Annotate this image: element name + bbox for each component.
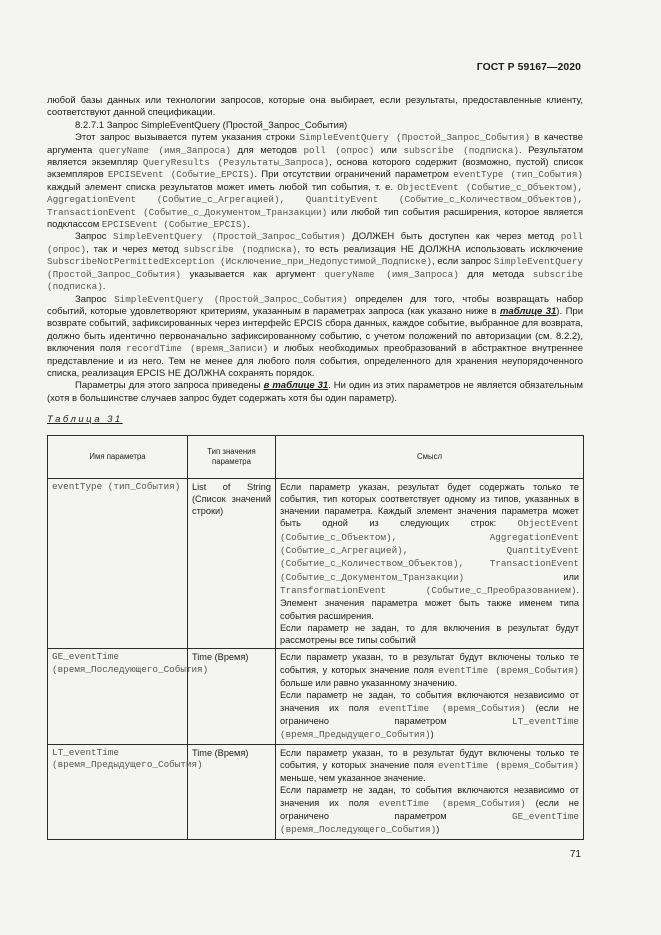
code-term: recordTime (время_Записи) — [126, 343, 269, 355]
code-term: EPCISEvent (Событие_EPCIS) — [101, 219, 247, 231]
param-name-cell: GE_eventTime (время_Последующего_События) — [48, 649, 188, 744]
param-name-cell: LT_eventTime (время_Предыдущего_События) — [48, 744, 188, 839]
text: Если параметр не задан, то для включения в результат будут рассмотрены все типы событий — [280, 622, 579, 646]
code-term: SimpleEventQuery (Простой_Запрос_События) — [114, 293, 348, 305]
code-term: subscribe (подписка) — [183, 243, 298, 255]
text: , основа которого содержит (возможно, пустой) список экземпляров — [47, 157, 583, 181]
code-term: ObjectEvent (Событие_с_Объектом), AggregationEvent (Событие_с_Агрегацией), QuantityEvent (Событие_с_Количеством_Объектов), TransactionEvent (Событие_с_Документом_Транзакции) — [280, 518, 579, 583]
paragraph-parameters — [47, 380, 583, 405]
table-row — [48, 649, 584, 744]
text: или — [374, 144, 404, 156]
text: . — [246, 219, 250, 231]
text: . — [102, 281, 106, 293]
text: для метода — [458, 268, 533, 280]
text: Параметры для этого запроса приведены — [75, 380, 264, 392]
code-term: SimpleEventQuery (Простой_Запрос_События) — [47, 256, 583, 280]
text: (если не ограничено параметром — [280, 702, 579, 726]
code-term: queryName (имя_Запроса) — [98, 144, 231, 156]
table-reference-link[interactable]: в таблице 31 — [263, 380, 329, 392]
code-term: eventTime (время_События) — [378, 702, 526, 714]
table-row — [48, 478, 584, 649]
param-type-cell: Time (Время) — [188, 744, 276, 839]
code-term: SimpleEventQuery (Простой_Запрос_События) — [299, 132, 531, 144]
code-term: queryName (имя_Запроса) — [324, 268, 459, 280]
code-term: LT_eventTime (время_Предыдущего_События) — [280, 715, 579, 741]
text: указывается как аргумент — [180, 268, 325, 280]
text: определен для того, чтобы возвращать набор событий, которые удовлетворяют критериям, указанным в параметрах запроса (как указано ниже в — [47, 293, 583, 317]
paragraph-continuation: любой базы данных или технологии запросов, которые она выбирает, если результаты, предоставленные клиенту, соответствуют данной спецификации. — [47, 95, 583, 119]
param-type-cell: List of String (Список значений строки) — [188, 478, 276, 649]
column-header-meaning: Смысл — [276, 435, 584, 478]
param-meaning-cell — [276, 649, 584, 744]
code-term: SimpleEventQuery (Простой_Запрос_События) — [113, 231, 346, 243]
text: , так и через метод — [86, 243, 184, 255]
code-term: subscribe (подписка) — [47, 268, 583, 293]
param-meaning-cell — [276, 478, 584, 649]
document-body — [47, 95, 583, 840]
code-term: poll (опрос) — [303, 144, 375, 156]
text: Запрос — [75, 293, 115, 305]
text: (если не ограничено параметром — [280, 797, 579, 821]
column-header-name: Имя параметра — [48, 435, 188, 478]
code-term: ObjectEvent (Событие_с_Объектом), AggregationEvent (Событие_с_Агрегацией), QuantityEvent (Событие_с_Количеством_Объектов), TransactionEvent (Событие_с_Документом_Транзакции) — [47, 181, 584, 218]
column-header-type: Тип значения параметра — [188, 435, 276, 478]
code-term: TransformationEvent (Событие_с_Преобразованием) — [280, 584, 577, 596]
param-meaning-cell — [276, 744, 584, 839]
text: Если параметр не задан, то события включаются независимо от значения их поля — [280, 690, 579, 713]
text: Если параметр указан, результат будет содержать только те события, тип которых соответствует одному из типов, указанных в значении параметра. Каждый элемент значения параметра может быть одной из следующих строк: — [280, 481, 579, 529]
code-term: eventType (тип_События) — [453, 169, 584, 181]
table-reference-link[interactable]: таблице 31 — [499, 305, 557, 317]
text: или — [464, 571, 579, 582]
text: ) — [436, 824, 440, 835]
code-term: EPCISEvent (Событие_EPCIS) — [107, 169, 255, 181]
text: . При отсутствии ограничений параметром — [254, 169, 454, 181]
text: . Ни один из этих параметров не является обязательным (хотя в большинстве случаев запрос будет содержать хотя бы один параметр). — [47, 380, 583, 404]
text: для методов — [230, 144, 304, 156]
text: больше или равно указанному значению. — [280, 678, 458, 689]
code-term: SubscribeNotPermittedException (Исключение_при_Недопустимой_Подписке) — [47, 256, 433, 268]
text: , если запрос — [432, 256, 494, 268]
page-number: 71 — [569, 849, 581, 860]
paragraph-query-availability — [47, 231, 583, 293]
text: Запрос — [75, 231, 114, 243]
table-row — [48, 744, 584, 839]
text: . Результатом является экземпляр — [47, 144, 584, 169]
text: или любой тип события расширения, которое является подклассом — [47, 206, 584, 231]
param-type-cell: Time (Время) — [188, 649, 276, 744]
text: меньше, чем указанное значение. — [280, 773, 426, 784]
text: Если параметр указан, то в результат будут включены только те события, у которых значение поля — [280, 652, 579, 675]
code-term: eventTime (время_События) — [437, 759, 579, 771]
param-name-cell: eventType (тип_События) — [48, 478, 188, 649]
text: в качестве аргумента — [47, 132, 583, 156]
text: Этот запрос вызывается путем указания строки — [75, 132, 300, 144]
code-term: poll (опрос) — [47, 231, 584, 255]
code-term: GE_eventTime (время_Последующего_События) — [280, 810, 579, 836]
text: и любых необходимых преобразований в абстрактное внутреннее представление и из него. Тем не менее для любого поля события, определенного для хранения неупорядоченного списка, реализация EPCIS НЕ ДОЛЖНА сохранять порядок. — [47, 343, 583, 379]
table-caption: Таблица 31 — [47, 414, 123, 426]
code-term: eventTime (время_События) — [437, 664, 579, 676]
parameters-table — [47, 435, 584, 840]
code-term: eventTime (время_События) — [378, 797, 526, 809]
text: каждый элемент списка результатов может иметь любой тип события, т. е. — [47, 181, 398, 193]
paragraph-query-invocation — [47, 132, 583, 231]
text: ДОЛЖЕН быть доступен как через метод — [345, 231, 561, 243]
paragraph-query-semantics — [47, 294, 583, 381]
text: Если параметр указан, то в результат будут включены только те события, у которых значение поля — [280, 747, 579, 770]
page-header-standard: ГОСТ Р 59167—2020 — [476, 62, 581, 73]
table-header-row — [48, 435, 584, 478]
code-term: QueryResults (Результаты_Запроса) — [142, 157, 330, 169]
text: , то есть реализация НЕ ДОЛЖНА использовать исключение — [297, 243, 583, 255]
text: Если параметр не задан, то события включаются независимо от значения их поля — [280, 785, 579, 808]
section-title: 8.2.7.1 Запрос SimpleEventQuery (Простой_Запрос_События) — [75, 119, 348, 131]
text: . Элемент значения параметра может быть также именем типа события расширения. — [280, 584, 579, 621]
text: ). При возврате событий, зафиксированных через интерфейс EPCIS сбора данных, каждое событие, выбранное для возврата, должно быть идентично первоначально зафиксированному событию, с учетом положений по авторизации (см. 8.2.2), включения поля — [47, 305, 583, 355]
text: ) — [430, 729, 434, 740]
code-term: subscribe (подписка) — [403, 144, 519, 156]
